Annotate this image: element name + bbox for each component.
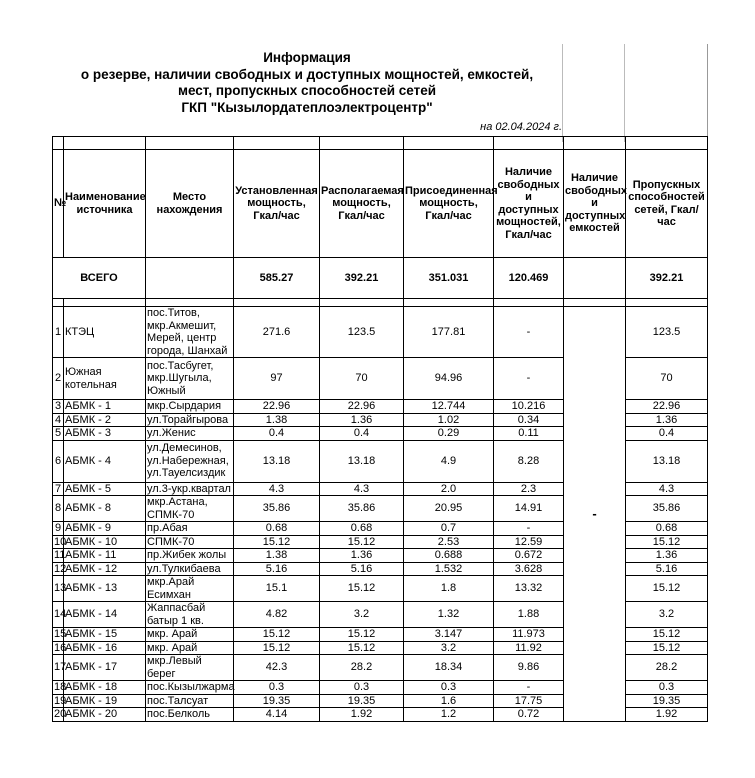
col-header-location: Место нахождения: [146, 150, 234, 258]
total-row: [53, 258, 708, 299]
row-available: 1.36: [320, 413, 404, 427]
row-free-power: 0.672: [494, 549, 564, 563]
row-available: 15.12: [320, 628, 404, 642]
row-connected: 0.7: [404, 522, 494, 536]
row-connected: 94.96: [404, 358, 494, 400]
row-available: 19.35: [320, 694, 404, 708]
row-installed: 15.12: [234, 628, 320, 642]
row-free-power: 0.11: [494, 427, 564, 441]
row-location: пр.Жибек жолы: [146, 549, 234, 563]
row-source-name: АБМК - 16: [64, 641, 146, 655]
row-installed: 22.96: [234, 400, 320, 414]
row-free-power: 11.92: [494, 641, 564, 655]
row-throughput: 0.4: [626, 427, 708, 441]
row-location: пос.Титов, мкр.Акмешит, Мерей, центр города, Шанхай: [146, 307, 234, 358]
row-location: Жаппасбай батыр 1 кв.: [146, 602, 234, 628]
row-throughput: 1.36: [626, 549, 708, 563]
row-source-name: АБМК - 4: [64, 440, 146, 482]
row-number: 6: [53, 440, 64, 482]
row-free-power: 3.628: [494, 562, 564, 576]
row-location: мкр. Арай: [146, 641, 234, 655]
row-location: мкр. Арай: [146, 628, 234, 642]
row-location: пос.Тасбугет, мкр.Шугыла, Южный: [146, 358, 234, 400]
row-throughput: 13.18: [626, 440, 708, 482]
table-row: [53, 307, 708, 358]
row-number: 10: [54, 535, 67, 548]
row-location: мкр.Левый берег: [146, 655, 234, 681]
row-available: 4.3: [320, 482, 404, 496]
row-free-power: 9.86: [494, 655, 564, 681]
row-available: 3.2: [320, 602, 404, 628]
row-connected: 177.81: [404, 307, 494, 358]
row-installed: 0.68: [234, 522, 320, 536]
row-throughput: 35.86: [626, 496, 708, 522]
row-available: 13.18: [320, 440, 404, 482]
free-capacity-merged-cell: -: [564, 307, 626, 722]
row-available: 28.2: [320, 655, 404, 681]
row-connected: 0.29: [404, 427, 494, 441]
row-installed: 0.4: [234, 427, 320, 441]
row-free-power: 10.216: [494, 400, 564, 414]
row-installed: 1.38: [234, 549, 320, 563]
row-available: 35.86: [320, 496, 404, 522]
row-installed: 15.12: [234, 641, 320, 655]
row-free-power: -: [494, 358, 564, 400]
row-source-name: АБМК - 15: [64, 628, 146, 642]
row-number: 3: [53, 400, 64, 414]
row-connected: 12.744: [404, 400, 494, 414]
header-row: [53, 150, 708, 258]
date-prefix: на: [480, 121, 493, 133]
row-installed: 5.16: [234, 562, 320, 576]
row-installed: 4.3: [234, 482, 320, 496]
row-available: 0.3: [320, 681, 404, 695]
row-location: ул.3-укр.квартал: [146, 482, 234, 496]
col-header-available: Располагаемая мощность, Гкал/час: [320, 150, 404, 258]
row-installed: 13.18: [234, 440, 320, 482]
total-location: [146, 258, 234, 299]
reserve-table: [52, 136, 708, 722]
row-installed: 15.1: [234, 576, 320, 602]
row-free-power: 13.32: [494, 576, 564, 602]
row-source-name: АБМК - 2: [64, 413, 146, 427]
title-frame-divider: [624, 44, 625, 142]
row-number: 1: [53, 307, 64, 358]
row-number: 11: [54, 549, 66, 561]
row-free-power: -: [494, 522, 564, 536]
row-source-name: АБМК - 13: [64, 576, 146, 602]
row-throughput: 4.3: [626, 482, 708, 496]
row-free-power: 2.3: [494, 482, 564, 496]
col-header-name: Наименование источника: [64, 150, 146, 258]
row-throughput: 123.5: [626, 307, 708, 358]
row-number: 15: [54, 628, 67, 640]
row-location: пос.Кызылжарма: [147, 681, 235, 693]
total-free-power: 120.469: [494, 258, 564, 299]
spacer-row: [53, 137, 708, 150]
row-installed: 19.35: [234, 694, 320, 708]
row-number: 8: [53, 496, 64, 522]
row-location: ул.Женис: [146, 427, 234, 441]
report-date: [52, 121, 562, 133]
row-available: 22.96: [320, 400, 404, 414]
col-header-free-capacity: Наличие свободных и доступных емкостей: [564, 150, 626, 258]
row-location: мкр.Сырдария: [146, 400, 234, 414]
row-source-name: АБМК - 8: [64, 496, 146, 522]
row-throughput: 15.12: [626, 535, 708, 549]
row-connected: 20.95: [404, 496, 494, 522]
total-available: 392.21: [320, 258, 404, 299]
row-source-name: АБМК - 14: [64, 602, 146, 628]
row-installed: 4.82: [234, 602, 320, 628]
row-installed: 42.3: [234, 655, 320, 681]
col-header-installed: Установленная мощность, Гкал/час: [234, 150, 320, 258]
total-throughput: 392.21: [626, 258, 708, 299]
row-available: 70: [320, 358, 404, 400]
title-line-3: мест, пропускных способностей сетей: [177, 83, 437, 98]
row-throughput: 1.92: [626, 708, 708, 722]
row-available: 123.5: [320, 307, 404, 358]
row-number: 7: [53, 482, 64, 496]
row-throughput: 0.68: [626, 522, 708, 536]
row-number: 13: [53, 576, 64, 602]
row-connected: 3.147: [404, 628, 494, 642]
row-free-power: 8.28: [494, 440, 564, 482]
row-location: пос.Белколь: [146, 708, 234, 722]
row-throughput: 1.36: [626, 413, 708, 427]
total-free-capacity: [564, 258, 626, 299]
row-source-name: АБМК - 17: [64, 655, 146, 681]
row-free-power: 1.88: [494, 602, 564, 628]
row-source-name: АБМК - 10: [64, 535, 146, 549]
row-location: пос.Талсуат: [146, 694, 234, 708]
row-number: 18: [54, 681, 67, 693]
row-connected: 18.34: [404, 655, 494, 681]
row-throughput: 15.12: [626, 641, 708, 655]
row-free-power: 14.91: [494, 496, 564, 522]
row-installed: 4.14: [234, 708, 320, 722]
row-source-name: АБМК - 11: [64, 549, 146, 563]
row-source-name: АБМК - 20: [64, 708, 146, 722]
row-free-power: 12.59: [494, 535, 564, 549]
row-throughput: 3.2: [626, 602, 708, 628]
row-number: 16: [54, 641, 67, 654]
row-number: 2: [53, 358, 64, 400]
row-available: 15.12: [320, 576, 404, 602]
row-connected: 1.6: [404, 694, 494, 708]
row-installed: 271.6: [234, 307, 320, 358]
row-number: 14: [53, 602, 64, 628]
col-header-connected: Присоединенная мощность, Гкал/час: [404, 150, 494, 258]
col-header-throughput: Пропускных способностей сетей, Гкал/час: [626, 150, 708, 258]
row-connected: 1.32: [404, 602, 494, 628]
row-location: ул.Торайгырова: [146, 413, 234, 427]
row-throughput: 22.96: [626, 400, 708, 414]
row-connected: 1.532: [404, 562, 494, 576]
row-available: 0.68: [320, 522, 404, 536]
row-location: ул.Тулкибаева: [146, 562, 234, 576]
row-number: 12: [54, 562, 67, 575]
row-free-power: 17.75: [494, 694, 564, 708]
date-suffix: г.: [553, 121, 562, 133]
row-throughput: 28.2: [626, 655, 708, 681]
row-installed: 15.12: [234, 535, 320, 549]
row-throughput: 19.35: [626, 694, 708, 708]
row-source-name: АБМК - 19: [64, 694, 146, 708]
row-available: 1.36: [320, 549, 404, 563]
row-number: 17: [53, 655, 64, 681]
row-installed: 35.86: [234, 496, 320, 522]
row-connected: 1.2: [404, 708, 494, 722]
row-connected: 0.3: [404, 681, 494, 695]
total-installed: 585.27: [234, 258, 320, 299]
row-number: 4: [53, 413, 64, 427]
row-location: мкр.Астана, СПМК-70: [146, 496, 234, 522]
row-throughput: 70: [626, 358, 708, 400]
row-throughput: 5.16: [626, 562, 708, 576]
row-number: 5: [53, 427, 64, 441]
row-installed: 1.38: [234, 413, 320, 427]
row-source-name: АБМК - 18: [64, 681, 146, 695]
row-source-name: АБМК - 9: [64, 522, 146, 536]
total-label: ВСЕГО: [53, 258, 146, 299]
row-connected: 2.53: [404, 535, 494, 549]
row-source-name: АБМК - 1: [64, 400, 146, 414]
title-line-2: о резерве, наличии свободных и доступных мощностей, емкостей,: [80, 66, 534, 82]
col-header-num: №: [53, 150, 64, 258]
row-available: 5.16: [320, 562, 404, 576]
row-source-name: АБМК - 5: [64, 482, 146, 496]
row-available: 15.12: [320, 535, 404, 549]
row-connected: 0.688: [404, 549, 494, 563]
row-connected: 1.8: [404, 576, 494, 602]
row-free-power: 0.72: [494, 708, 564, 722]
row-throughput: 15.12: [626, 576, 708, 602]
row-location: ул.Демесинов, ул.Набережная, ул.Тауелсиздик: [146, 440, 234, 482]
row-location: мкр.Арай Есимхан: [146, 576, 234, 602]
title-line-1: Информация: [263, 50, 351, 65]
row-free-power: -: [494, 681, 564, 695]
title-line-4: ГКП "Кызылордатеплоэлектроцентр": [181, 99, 433, 115]
row-connected: 4.9: [404, 440, 494, 482]
row-number: 19: [54, 694, 67, 707]
total-connected: 351.031: [404, 258, 494, 299]
date-value: 02.04.2024: [495, 121, 551, 133]
row-connected: 2.0: [404, 482, 494, 496]
row-installed: 97: [234, 358, 320, 400]
row-source-name: АБМК - 12: [64, 562, 146, 576]
document-title: [52, 50, 562, 116]
row-available: 15.12: [320, 641, 404, 655]
title-frame-divider: [562, 44, 563, 142]
row-available: 0.4: [320, 427, 404, 441]
row-throughput: 0.3: [626, 681, 708, 695]
row-free-power: 0.34: [494, 413, 564, 427]
row-source-name: АБМК - 3: [64, 427, 146, 441]
row-throughput: 15.12: [626, 628, 708, 642]
row-location: СПМК-70: [146, 535, 234, 549]
gap-row: [53, 299, 708, 307]
row-connected: 3.2: [404, 641, 494, 655]
row-source-name: КТЭЦ: [64, 307, 146, 358]
row-source-name: Южная котельная: [64, 358, 146, 400]
row-free-power: 11.973: [494, 628, 564, 642]
col-header-free-power: Наличие свободных и доступных мощностей, Гкал/час: [494, 150, 564, 258]
row-number: 20: [54, 708, 67, 720]
row-installed: 0.3: [234, 681, 320, 695]
row-connected: 1.02: [404, 413, 494, 427]
row-free-power: -: [494, 307, 564, 358]
row-available: 1.92: [320, 708, 404, 722]
row-number: 9: [53, 522, 64, 536]
row-location: пр.Абая: [146, 522, 234, 536]
